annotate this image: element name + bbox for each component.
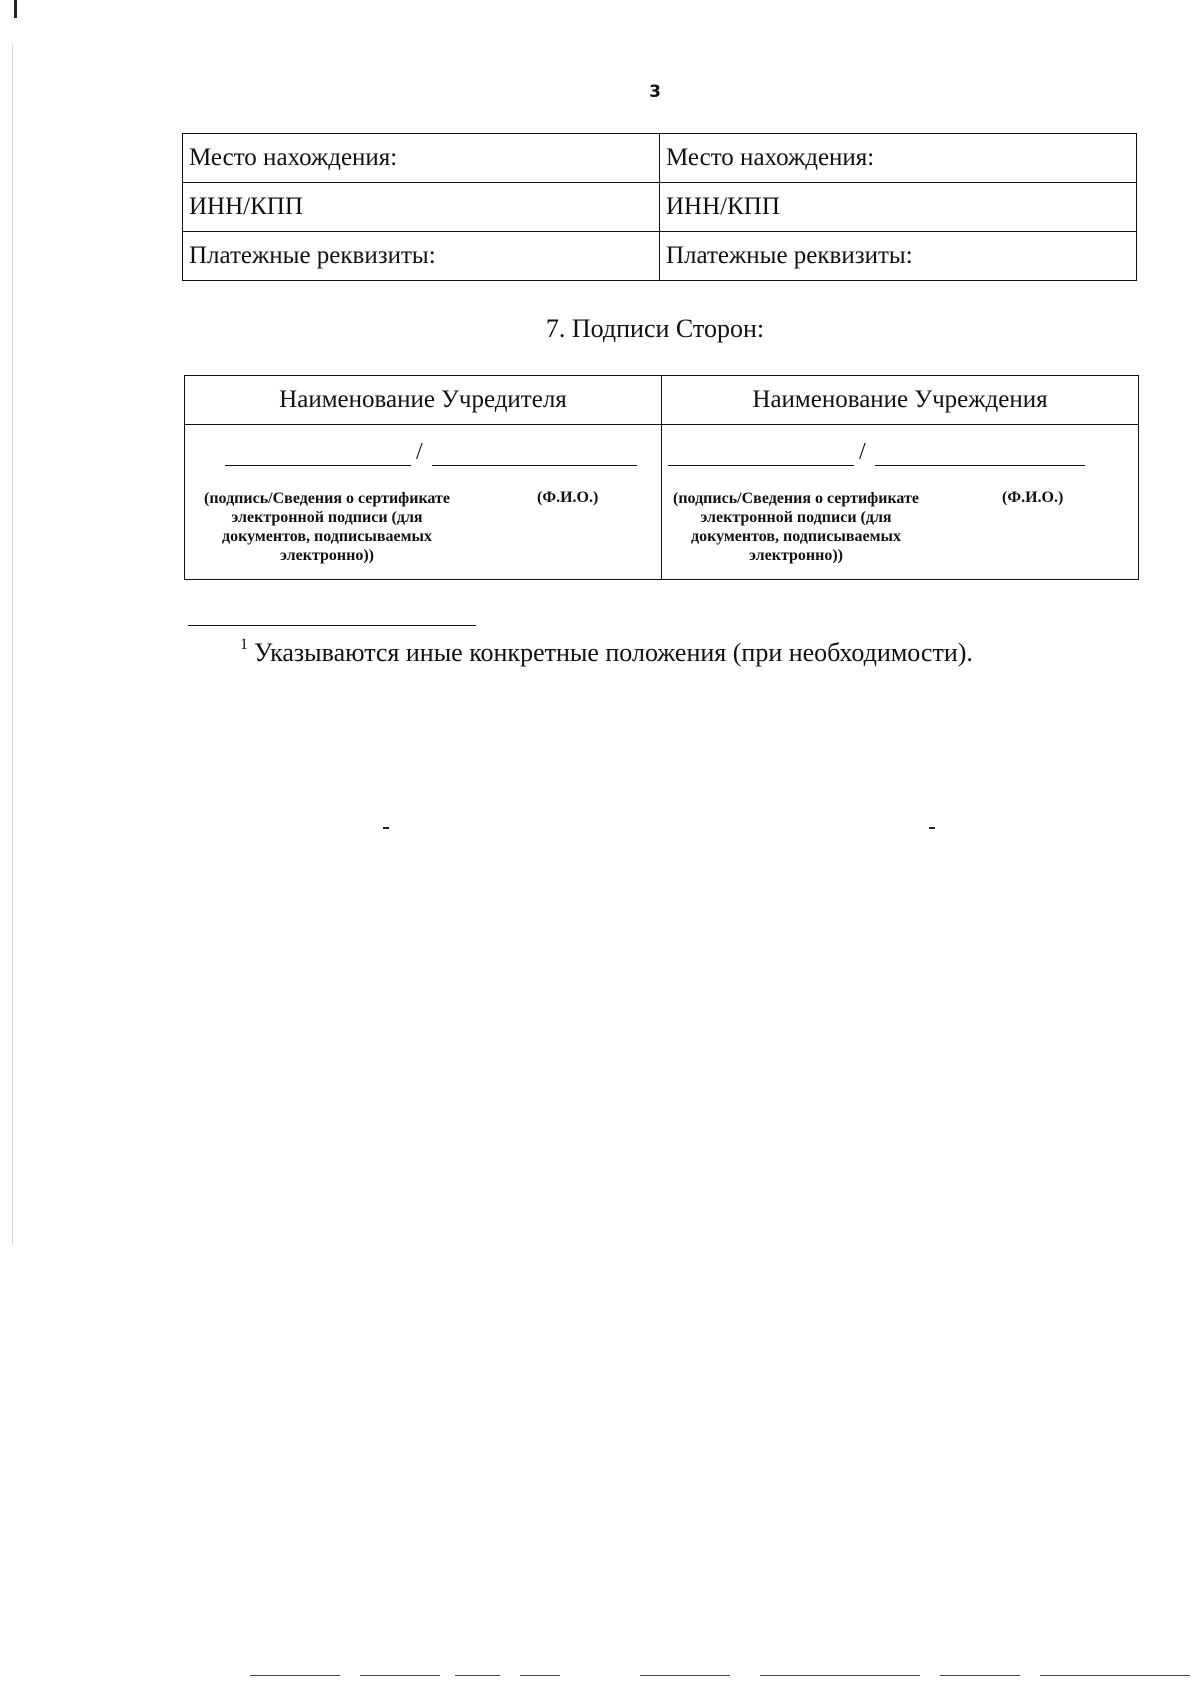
signature-line [225,465,411,466]
scan-margin-line [12,45,13,1245]
fio-hint: (Ф.И.О.) [1002,489,1064,506]
scan-edge-line [640,1675,730,1676]
table-row [185,425,1139,580]
fio-line [875,465,1085,466]
scan-edge-line [520,1675,560,1676]
party-name-cell [662,376,1139,425]
footnote-rule [188,625,476,626]
page-number: 3 [649,82,661,102]
section-title: 7. Подписи Сторон: [545,314,765,343]
party-name-cell [185,376,662,425]
scan-speck [929,827,935,829]
table-row [185,376,1139,425]
signature-slash: / [416,439,423,465]
scan-edge-line [455,1675,500,1676]
signature-cell [662,425,1139,580]
requisites-table [182,133,1137,281]
scan-edge-line [940,1675,1020,1676]
scan-speck [383,827,389,829]
scan-edge-line [760,1675,920,1676]
scan-edge-line [360,1675,440,1676]
scan-edge-line [250,1675,340,1676]
footnote [240,636,973,668]
table-cell: ИНН/КПП [660,183,1137,232]
table-cell: Платежные реквизиты: [660,232,1137,281]
signature-hint: (подпись/Сведения о сертификате электронной подписи (для документов, подписываемых электронно)) [204,490,450,564]
signatures-table [184,375,1139,580]
institution-name: Наименование Учреждения [752,386,1048,413]
fio-hint: (Ф.И.О.) [537,489,599,506]
table-cell: Место нахождения: [660,134,1137,183]
signature-slash: / [859,439,866,465]
footnote-text: Указываются иные конкретные положения (при необходимости). [254,638,973,667]
fio-line [432,465,637,466]
table-row [183,232,1137,281]
signature-cell [185,425,662,580]
table-cell: Место нахождения: [183,134,660,183]
footnote-marker: 1 [240,636,248,653]
scan-edge-line [1040,1675,1190,1676]
scan-tick-mark [14,0,17,18]
signature-hint: (подпись/Сведения о сертификате электронной подписи (для документов, подписываемых электронно)) [673,490,919,564]
table-row [183,134,1137,183]
founder-name: Наименование Учредителя [279,386,567,413]
table-cell: ИНН/КПП [183,183,660,232]
table-cell: Платежные реквизиты: [183,232,660,281]
signature-line [668,465,854,466]
table-row [183,183,1137,232]
